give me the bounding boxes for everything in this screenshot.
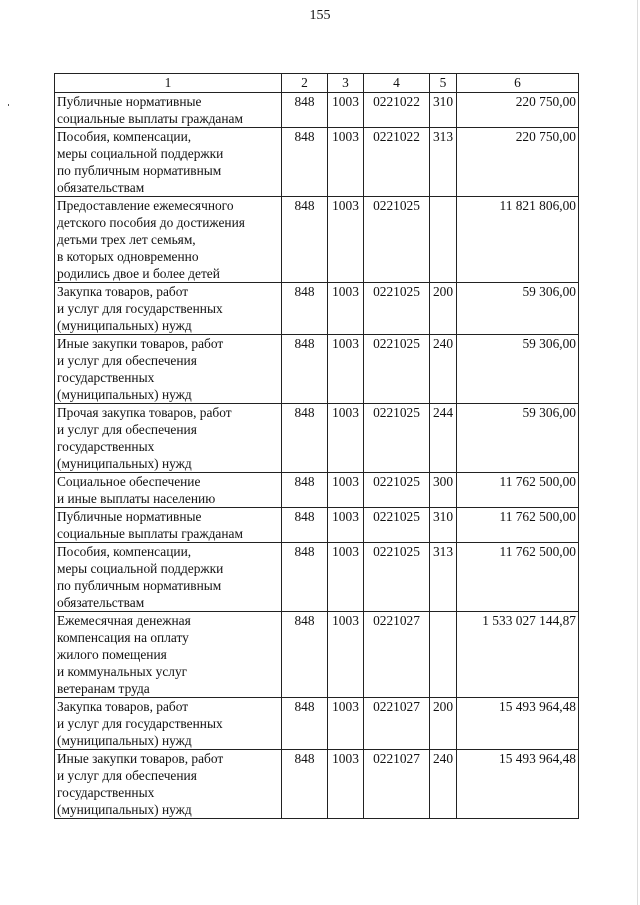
cell-name: Пособия, компенсации, меры социальной поддержки по публичным нормативным обязательствам	[55, 128, 282, 197]
cell-target: 0221027	[364, 698, 430, 750]
cell-name: Ежемесячная денежная компенсация на оплату жилого помещения и коммунальных услуг ветеранам труда	[55, 612, 282, 698]
header-target: 4	[364, 74, 430, 93]
cell-ved: 848	[282, 128, 328, 197]
cell-sum: 1 533 027 144,87	[457, 612, 579, 698]
cell-section: 1003	[328, 93, 364, 128]
cell-sum: 11 762 500,00	[457, 543, 579, 612]
cell-section: 1003	[328, 543, 364, 612]
cell-section: 1003	[328, 473, 364, 508]
cell-name: Предоставление ежемесячного детского пособия до достижения детьми трех лет семьям, в которых одновременно родились двое и более детей	[55, 197, 282, 283]
table-row	[55, 473, 579, 508]
cell-section: 1003	[328, 508, 364, 543]
cell-ved: 848	[282, 698, 328, 750]
table-body	[55, 93, 579, 819]
cell-ved: 848	[282, 93, 328, 128]
cell-target: 0221025	[364, 335, 430, 404]
cell-sum: 220 750,00	[457, 128, 579, 197]
cell-type: 200	[430, 283, 457, 335]
cell-target: 0221027	[364, 750, 430, 819]
cell-ved: 848	[282, 473, 328, 508]
cell-section: 1003	[328, 612, 364, 698]
cell-section: 1003	[328, 283, 364, 335]
cell-sum: 11 762 500,00	[457, 508, 579, 543]
cell-target: 0221025	[364, 543, 430, 612]
cell-type: 300	[430, 473, 457, 508]
cell-type: 200	[430, 698, 457, 750]
cell-target: 0221025	[364, 404, 430, 473]
table-header-row	[55, 74, 579, 93]
cell-name: Пособия, компенсации, меры социальной поддержки по публичным нормативным обязательствам	[55, 543, 282, 612]
budget-table	[54, 73, 579, 819]
scan-mark	[8, 104, 9, 106]
cell-type: 310	[430, 508, 457, 543]
cell-target: 0221025	[364, 508, 430, 543]
cell-sum: 59 306,00	[457, 283, 579, 335]
table-row	[55, 335, 579, 404]
cell-ved: 848	[282, 508, 328, 543]
table-row	[55, 543, 579, 612]
cell-type: 313	[430, 543, 457, 612]
cell-ved: 848	[282, 612, 328, 698]
cell-type	[430, 197, 457, 283]
cell-target: 0221025	[364, 473, 430, 508]
cell-name: Публичные нормативные социальные выплаты гражданам	[55, 508, 282, 543]
cell-ved: 848	[282, 404, 328, 473]
cell-target: 0221025	[364, 197, 430, 283]
cell-section: 1003	[328, 698, 364, 750]
cell-ved: 848	[282, 750, 328, 819]
cell-target: 0221027	[364, 612, 430, 698]
cell-section: 1003	[328, 750, 364, 819]
table-row	[55, 283, 579, 335]
cell-type: 240	[430, 335, 457, 404]
cell-sum: 11 821 806,00	[457, 197, 579, 283]
cell-section: 1003	[328, 197, 364, 283]
cell-section: 1003	[328, 404, 364, 473]
cell-sum: 59 306,00	[457, 404, 579, 473]
header-name: 1	[55, 74, 282, 93]
header-sum: 6	[457, 74, 579, 93]
cell-name: Иные закупки товаров, работ и услуг для обеспечения государственных (муниципальных) нужд	[55, 750, 282, 819]
cell-type: 240	[430, 750, 457, 819]
table-row	[55, 197, 579, 283]
header-ved: 2	[282, 74, 328, 93]
cell-sum: 59 306,00	[457, 335, 579, 404]
cell-name: Закупка товаров, работ и услуг для государственных (муниципальных) нужд	[55, 698, 282, 750]
cell-ved: 848	[282, 335, 328, 404]
cell-sum: 15 493 964,48	[457, 750, 579, 819]
cell-sum: 15 493 964,48	[457, 698, 579, 750]
cell-ved: 848	[282, 543, 328, 612]
cell-sum: 11 762 500,00	[457, 473, 579, 508]
table-row	[55, 508, 579, 543]
cell-target: 0221025	[364, 283, 430, 335]
header-section: 3	[328, 74, 364, 93]
table-row	[55, 404, 579, 473]
cell-type	[430, 612, 457, 698]
scan-edge	[637, 0, 638, 905]
cell-target: 0221022	[364, 93, 430, 128]
header-type: 5	[430, 74, 457, 93]
cell-ved: 848	[282, 283, 328, 335]
cell-name: Социальное обеспечение и иные выплаты населению	[55, 473, 282, 508]
cell-section: 1003	[328, 335, 364, 404]
cell-section: 1003	[328, 128, 364, 197]
cell-name: Закупка товаров, работ и услуг для государственных (муниципальных) нужд	[55, 283, 282, 335]
cell-name: Публичные нормативные социальные выплаты гражданам	[55, 93, 282, 128]
table-row	[55, 698, 579, 750]
table-row	[55, 750, 579, 819]
table-row	[55, 612, 579, 698]
cell-type: 313	[430, 128, 457, 197]
cell-ved: 848	[282, 197, 328, 283]
cell-name: Иные закупки товаров, работ и услуг для обеспечения государственных (муниципальных) нужд	[55, 335, 282, 404]
cell-name: Прочая закупка товаров, работ и услуг для обеспечения государственных (муниципальных) нужд	[55, 404, 282, 473]
cell-type: 310	[430, 93, 457, 128]
table-row	[55, 93, 579, 128]
page-number: 155	[309, 8, 331, 23]
cell-sum: 220 750,00	[457, 93, 579, 128]
cell-target: 0221022	[364, 128, 430, 197]
cell-type: 244	[430, 404, 457, 473]
table-row	[55, 128, 579, 197]
